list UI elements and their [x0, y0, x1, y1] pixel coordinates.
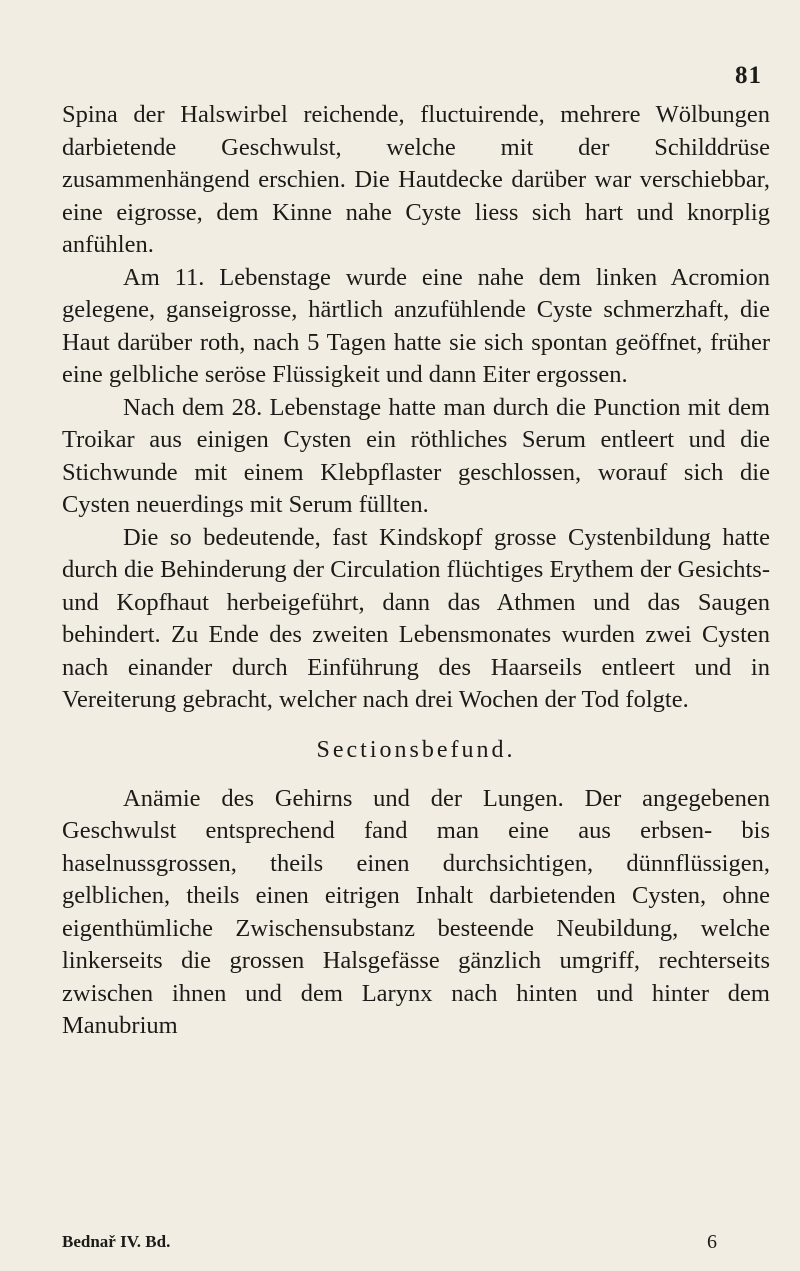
paragraph-1: Spina der Halswirbel reichende, fluctuirende, mehrere Wölbungen darbietende Geschwulst, welche mit der Schilddrüse zusammenhängend erschien. Die Hautdecke darüber war verschiebbar, eine eigrosse, dem Kinne nahe Cyste liess sich hart und knorplig anfühlen.: [62, 101, 770, 258]
section-paragraph: Anämie des Gehirns und der Lungen. Der angegebenen Geschwulst entsprechend fand man eine aus erbsen- bis haselnussgrossen, theils einen durchsichtigen, dünnflüssigen, gelblichen, theils einen eitrigen Inhalt darbietenden Cysten, ohne eigenthümliche Zwischensubstanz besteende Neubildung, welche linkerseits die grossen Halsgefässe gänzlich umgriff, rechterseits zwischen ihnen und dem Larynx nach hinten und hinter dem Manubrium: [62, 784, 770, 1039]
paragraph-2: Am 11. Lebenstage wurde eine nahe dem linken Acromion gelegene, ganseigrosse, härtlich anzufühlende Cyste schmerzhaft, die Haut darüber roth, nach 5 Tagen hatte sie sich spontan geöffnet, früher eine gelbliche seröse Flüssigkeit und dann Eiter ergossen.: [62, 263, 770, 388]
sheet-number: 6: [707, 1231, 717, 1253]
page-number: 81: [735, 62, 762, 89]
paragraph-4: Die so bedeutende, fast Kindskopf grosse Cystenbildung hatte durch die Behinderung der Circulation flüchtiges Erythem der Gesichts- und Kopfhaut herbeigeführt, dann das Athmen und das Saugen behindert. Zu Ende des zweiten Lebensmonates wurden zwei Cysten nach einander durch Einführung des Haarseils entleert und in Vereiterung gebracht, welcher nach drei Wochen der Tod folgte.: [62, 523, 770, 713]
paragraph-3: Nach dem 28. Lebenstage hatte man durch die Punction mit dem Troikar aus einigen Cysten ein röthliches Serum entleert und die Stichwunde mit einem Klebpflaster geschlossen, worauf sich die Cysten neuerdings mit Serum füllten.: [62, 393, 770, 518]
page-body-text: [62, 99, 770, 1043]
printer-signature: Bednař IV. Bd.: [62, 1232, 171, 1251]
section-heading: Sectionsbefund.: [316, 736, 516, 763]
